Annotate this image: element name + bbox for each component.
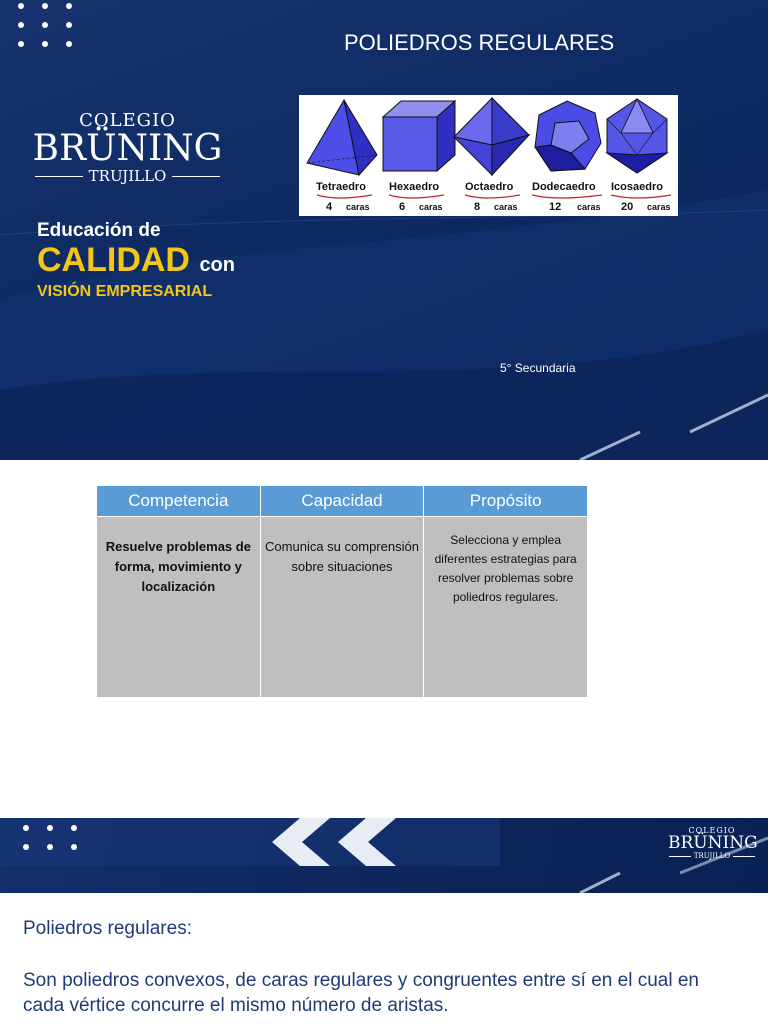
svg-text:caras: caras (346, 202, 370, 212)
svg-text:Dodecaedro: Dodecaedro (532, 181, 596, 193)
section-banner (0, 818, 768, 893)
header-competencia: Competencia (97, 486, 261, 517)
svg-text:6: 6 (399, 201, 406, 213)
svg-text:Hexaedro: Hexaedro (389, 181, 440, 193)
hexahedron-shape (383, 101, 455, 171)
header-capacidad: Capacidad (260, 486, 424, 517)
definition-text: Son poliedros convexos, de caras regulares y congruentes entre sí en el cual en cada vértice concurre el mismo número de aristas. (23, 970, 699, 1016)
svg-text:caras: caras (494, 202, 518, 212)
dodecahedron-shape (535, 101, 601, 171)
dot-grid-icon (18, 3, 78, 47)
svg-text:caras: caras (419, 202, 443, 212)
svg-text:Tetraedro: Tetraedro (316, 181, 366, 193)
icosahedron-shape (607, 99, 667, 173)
cell-proposito: Selecciona y emplea diferentes estrategias para resolver problemas sobre poliedros regulares. (424, 517, 588, 698)
banner-logo: COLEGIO BRÜNING TRUJILLO (668, 826, 758, 860)
svg-text:caras: caras (647, 202, 671, 212)
dot-grid-icon (23, 825, 83, 850)
slide-title: POLIEDROS REGULARES (344, 30, 615, 55)
competency-table (96, 485, 588, 698)
polyhedra-figure (299, 95, 678, 216)
svg-text:8: 8 (474, 201, 481, 213)
slogan: Educación de CALIDAD con VISIÓN EMPRESARIAL (37, 220, 235, 300)
svg-text:20: 20 (621, 201, 634, 213)
school-logo: COLEGIO BRÜNING TRUJILLO (32, 110, 223, 185)
svg-text:Octaedro: Octaedro (465, 181, 514, 193)
tetrahedron-shape (307, 100, 377, 175)
svg-text:Icosaedro: Icosaedro (611, 181, 663, 193)
table-header-row (97, 486, 588, 517)
svg-text:4: 4 (326, 201, 333, 213)
title-slide (0, 0, 768, 460)
cell-competencia: Resuelve problemas de forma, movimiento y localización (97, 517, 261, 698)
svg-text:caras: caras (577, 202, 601, 212)
header-proposito: Propósito (424, 486, 588, 517)
section-heading: Poliedros regulares: (23, 918, 192, 939)
cell-capacidad: Comunica su comprensión sobre situaciones (260, 517, 424, 698)
grade-label: 5° Secundaria (500, 361, 576, 375)
octahedron-shape (454, 98, 529, 175)
chevron-left-icon (270, 818, 410, 866)
svg-text:12: 12 (549, 201, 562, 213)
table-row (97, 517, 588, 698)
